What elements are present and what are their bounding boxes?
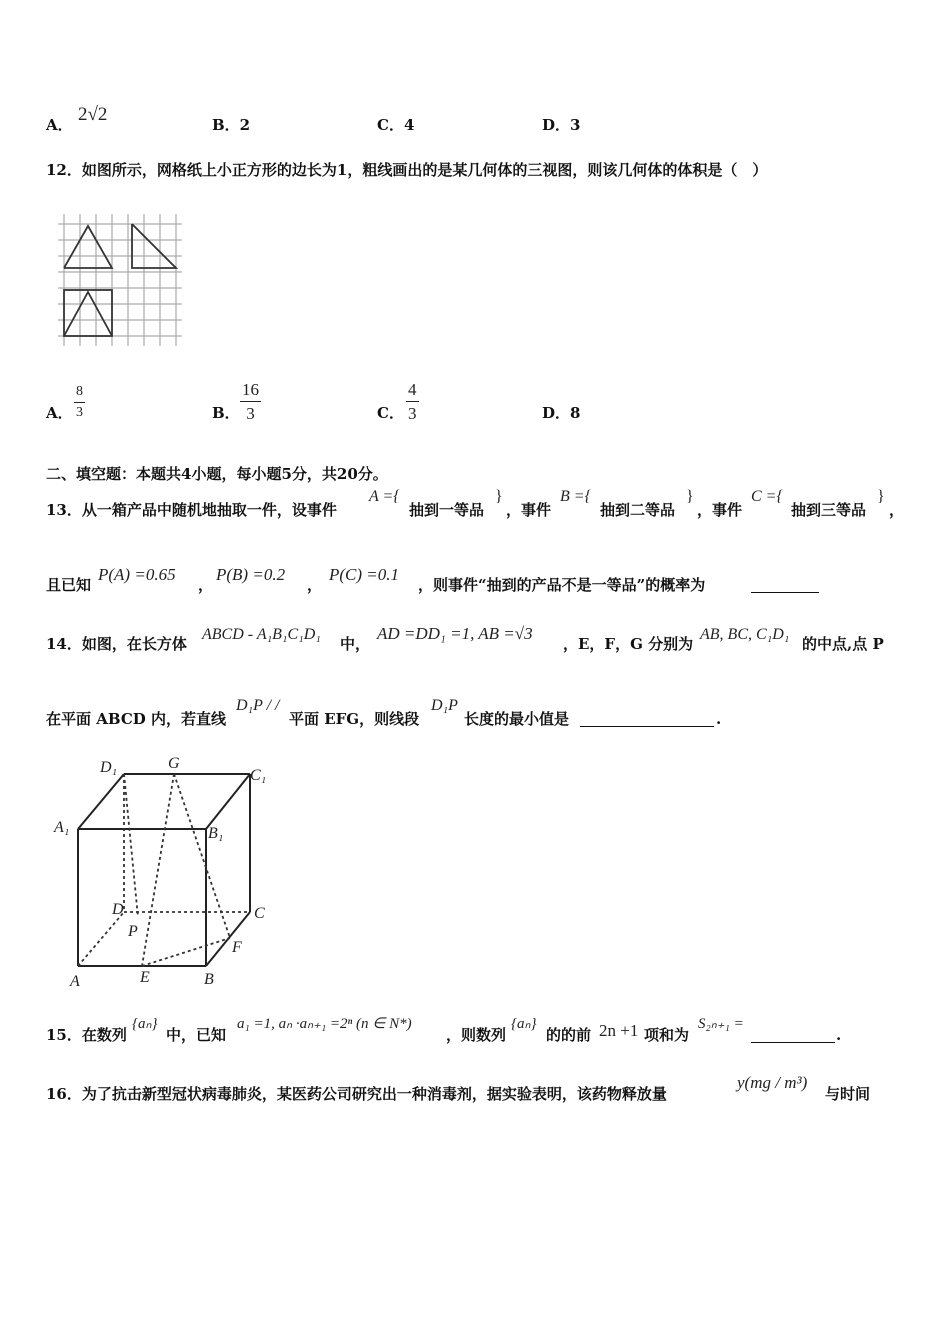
q13-tail: ， [889, 501, 905, 519]
q13-sep-2: ，事件 [697, 501, 743, 519]
q13-prefix: 13．从一箱产品中随机地抽取一件，设事件 [46, 501, 337, 519]
q15-sequence-2: {aₙ} [511, 1016, 537, 1032]
cube-label-a1: A₁ [54, 819, 70, 836]
q13-prob-a: P(A) =0.65 [98, 565, 176, 584]
q15-mid4: 项和为 [644, 1026, 690, 1044]
q12-b-denominator: 3 [246, 404, 255, 423]
q14-solid-name: ABCD - A₁B₁C₁D₁ [202, 626, 321, 643]
cube-label-e: E [140, 969, 150, 986]
q12-option-c-label: C． [377, 404, 404, 422]
cube-label-p: P [128, 923, 138, 940]
q14-line2-b: 平面 EFG，则线段 [289, 710, 420, 728]
q11-option-a-label: A． [46, 116, 73, 134]
q13-event-a-close: } [495, 488, 503, 505]
q11-option-d: D．3 [542, 116, 581, 134]
q11-option-c: C．4 [377, 116, 415, 134]
cube-label-a: A [70, 973, 80, 990]
q12-c-denominator: 3 [408, 404, 417, 423]
q12-b-numerator: 16 [240, 381, 261, 402]
q13-answer-blank [751, 578, 819, 596]
cube-label-g: G [168, 755, 180, 772]
q14-end: . [716, 710, 722, 728]
q15-sum: S₂ₙ₊₁ = [698, 1016, 744, 1032]
q14-line2-a: 在平面 ABCD 内，若直线 [46, 710, 226, 728]
cube-label-d1: D₁ [100, 759, 118, 776]
q16-prefix: 16．为了抗击新型冠状病毒肺炎，某医药公司研究出一种消毒剂，据实验表明，该药物释放量 [46, 1085, 667, 1103]
cube-label-b: B [204, 971, 214, 988]
q12-option-d: D．8 [542, 404, 581, 422]
q15-answer-blank [751, 1028, 835, 1046]
q13-prob-c: P(C) =0.1 [329, 565, 400, 584]
q13-event-c-text: 抽到三等品 [791, 501, 867, 519]
q14-line2-c: 长度的最小值是 [464, 710, 570, 728]
q15-prefix: 15．在数列 [46, 1026, 127, 1044]
q13-event-c-set: C ={ [751, 488, 783, 505]
q13-event-a-set: A ={ [369, 488, 400, 505]
q14-condition: AD =DD₁ =1, AB =√3 [377, 624, 533, 643]
q12-a-numerator: 8 [74, 385, 85, 403]
q14-answer-blank [580, 712, 714, 730]
q14-prefix: 14．如图，在长方体 [46, 635, 187, 653]
q11-option-a-math: 2√2 [78, 104, 108, 125]
q14-midpoints: AB, BC, C₁D₁ [700, 626, 790, 643]
q16-suffix: 与时间 [825, 1085, 871, 1103]
q13-event-b-text: 抽到二等品 [600, 501, 676, 519]
q12-stem: 12．如图所示，网格纸上小正方形的边长为1，粗线画出的是某几何体的三视图，则该几何体的体积是（ ） [46, 161, 768, 179]
cube-label-b1: B₁ [208, 825, 224, 842]
q15-mid3: 的的前 [546, 1026, 592, 1044]
q12-option-c-fraction [406, 381, 419, 422]
q13-comma-2: ， [307, 576, 323, 594]
q13-sep-1: ，事件 [506, 501, 552, 519]
q12-option-a-fraction [74, 385, 85, 420]
q14-suffix: 的中点,点 P [802, 635, 884, 653]
q14-mid: 中， [340, 635, 371, 653]
q13-event-b-close: } [686, 488, 694, 505]
q12-option-b-label: B． [212, 404, 240, 422]
q15-terms: 2n +1 [599, 1021, 639, 1040]
q13-event-c-close: } [877, 488, 885, 505]
cube-label-c1: C₁ [250, 767, 267, 784]
q15-condition: a₁ =1, aₙ ·aₙ₊₁ =2ⁿ (n ∈ N*) [237, 1016, 412, 1032]
q13-line2-prefix: 且已知 [46, 576, 92, 594]
q14-segment-d1p: D₁P [431, 697, 458, 714]
q13-line2-suffix: ，则事件“抽到的产品不是一等品”的概率为 [418, 576, 706, 594]
q15-end: . [836, 1026, 842, 1044]
q15-sequence: {aₙ} [132, 1016, 158, 1032]
q13-event-a-text: 抽到一等品 [409, 501, 485, 519]
q12-option-b-fraction [240, 381, 261, 422]
three-view-grid-figure [56, 212, 186, 348]
cube-label-c: C [254, 905, 265, 922]
q12-a-denominator: 3 [76, 405, 83, 420]
q14-efg: ，E，F，G 分别为 [563, 635, 694, 653]
q13-comma-1: ， [198, 576, 214, 594]
q16-unit: y(mg / m³) [737, 1073, 808, 1092]
q12-c-numerator: 4 [406, 381, 419, 402]
cube-label-d: D [112, 901, 124, 918]
cuboid-figure [40, 752, 280, 992]
q13-event-b-set: B ={ [560, 488, 591, 505]
cube-label-f: F [232, 939, 242, 956]
q12-option-a-label: A． [46, 404, 73, 422]
q15-mid2: ，则数列 [446, 1026, 507, 1044]
q14-line-d1p-parallel: D₁P / / [236, 697, 280, 714]
section-2-title: 二、填空题：本题共4小题，每小题5分，共20分。 [46, 465, 388, 483]
q15-mid: 中，已知 [166, 1026, 227, 1044]
q13-prob-b: P(B) =0.2 [216, 565, 286, 584]
q11-option-b: B．2 [212, 116, 251, 134]
